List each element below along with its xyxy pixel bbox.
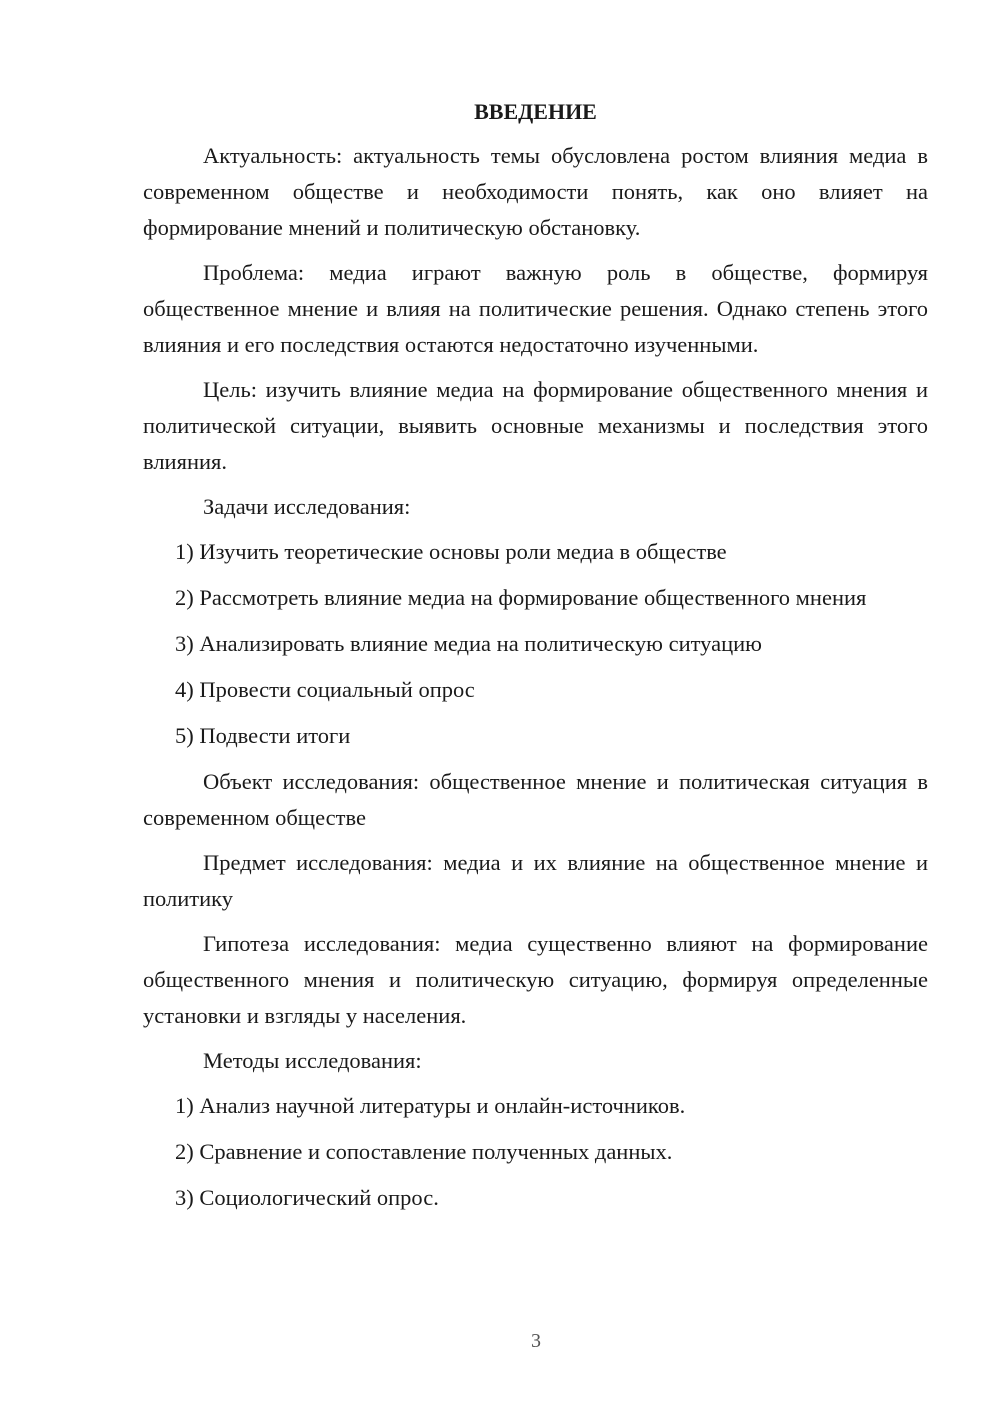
task-item: 3) Анализировать влияние медиа на политическую ситуацию: [175, 631, 762, 656]
object-paragraph: Объект исследования: общественное мнение и политическая ситуация в современном обществе: [143, 769, 928, 830]
method-item: 2) Сравнение и сопоставление полученных данных.: [175, 1139, 673, 1164]
methods-heading: Методы исследования:: [203, 1048, 422, 1073]
problem-paragraph: Проблема: медиа играют важную роль в обществе, формируя общественное мнение и влияя на политические решения. Однако степень этого влияния и его последствия остаются недостаточно изученными.: [143, 260, 928, 357]
task-item: 2) Рассмотреть влияние медиа на формирование общественного мнения: [175, 585, 867, 610]
subject-paragraph: Предмет исследования: медиа и их влияние на общественное мнение и политику: [143, 850, 928, 911]
page-number: 3: [531, 1330, 541, 1352]
page-content: [143, 94, 928, 1226]
task-item: 1) Изучить теоретические основы роли медиа в обществе: [175, 539, 727, 564]
method-item: 3) Социологический опрос.: [175, 1185, 439, 1210]
task-item: 5) Подвести итоги: [175, 723, 351, 748]
relevance-paragraph: Актуальность: актуальность темы обусловлена ростом влияния медиа в современном обществе и необходимости понять, как оно влияет на формирование мнений и политическую обстановку.: [143, 143, 928, 240]
goal-paragraph: Цель: изучить влияние медиа на формирование общественного мнения и политической ситуации, выявить основные механизмы и последствия этого влияния.: [143, 377, 928, 474]
hypothesis-paragraph: Гипотеза исследования: медиа существенно влияют на формирование общественного мнения и политическую ситуацию, формируя определенные установки и взгляды у населения.: [143, 931, 928, 1028]
page-title: ВВЕДЕНИЕ: [474, 99, 597, 124]
task-item: 4) Провести социальный опрос: [175, 677, 475, 702]
tasks-heading: Задачи исследования:: [203, 494, 411, 519]
method-item: 1) Анализ научной литературы и онлайн-источников.: [175, 1093, 686, 1118]
